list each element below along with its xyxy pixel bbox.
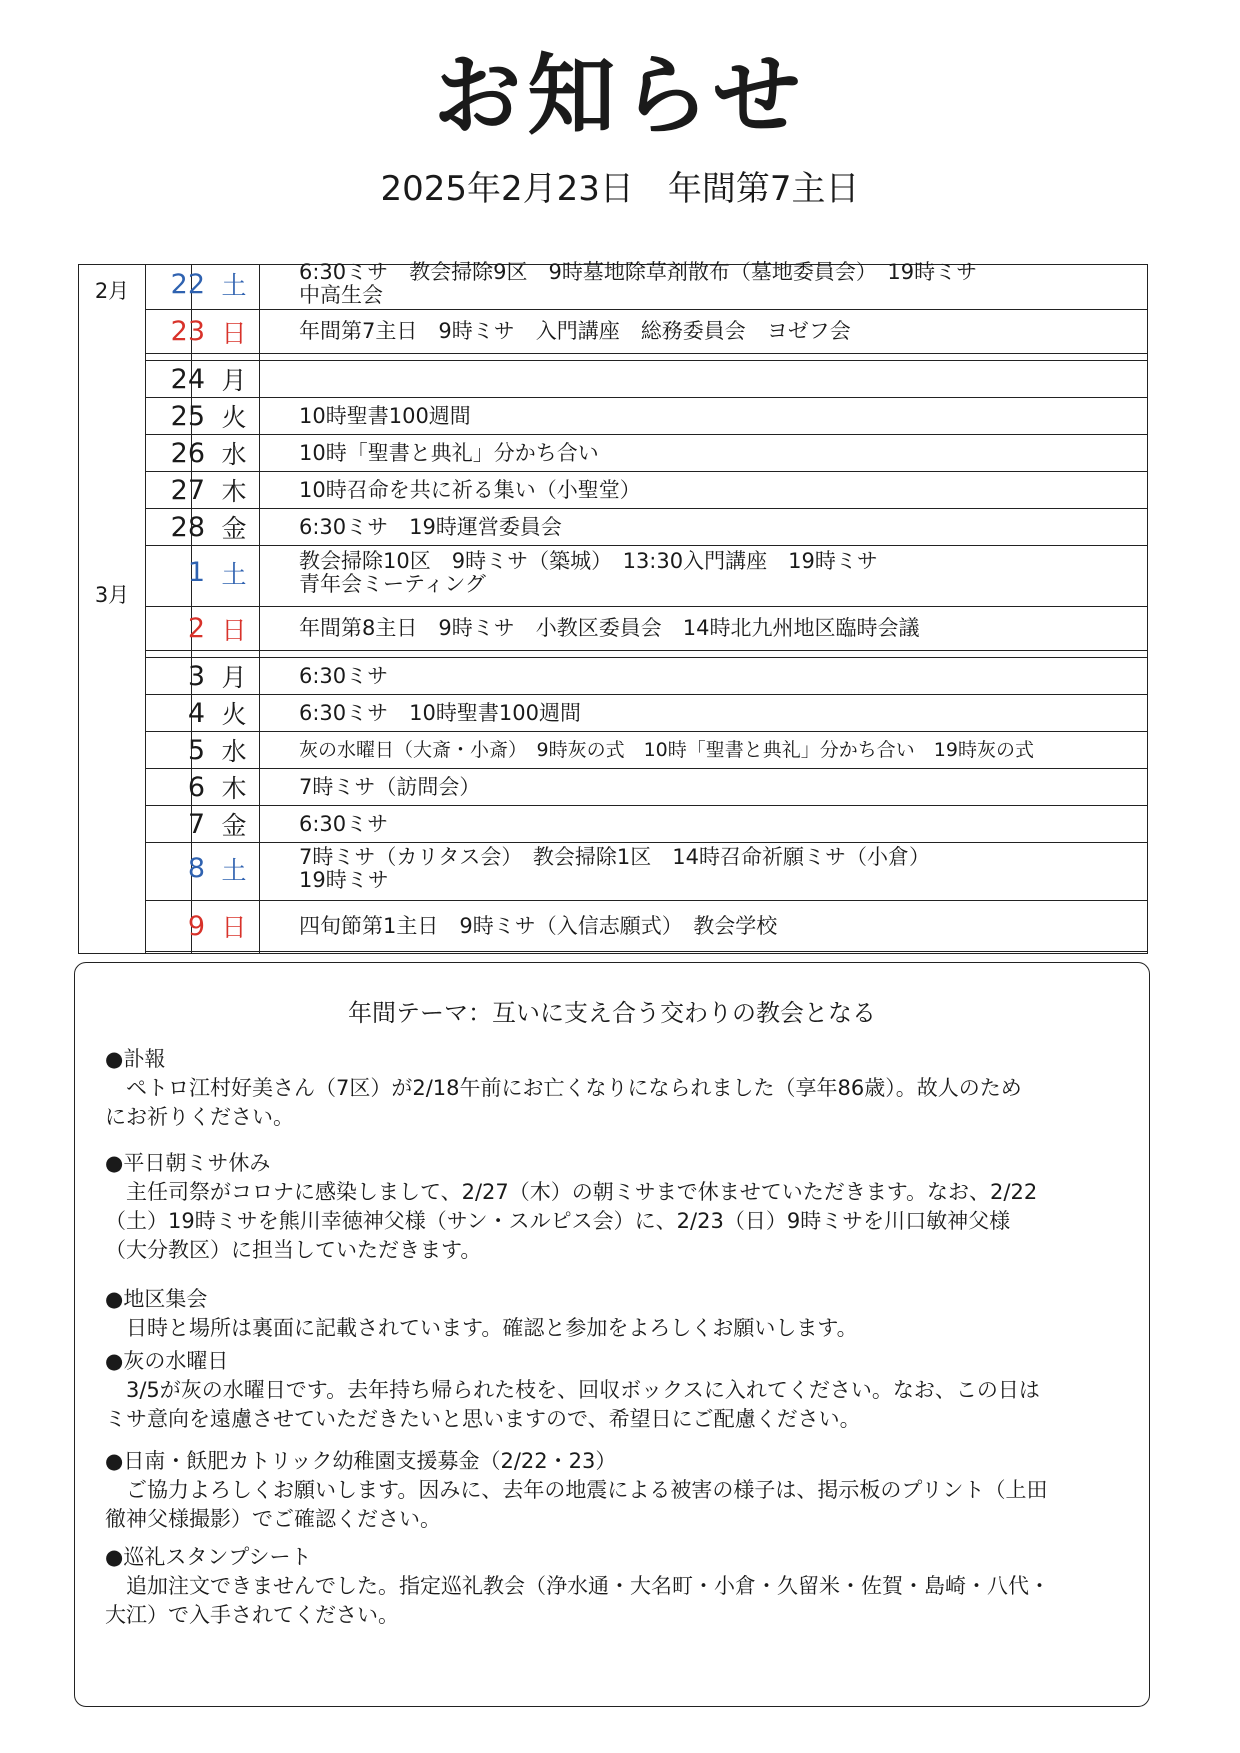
day-number: 7 [187,808,205,840]
month-label-feb: 2月 [94,279,130,303]
event-text [299,695,1137,731]
notice-body-line: 徹神父様撮影）でご確認ください。 [105,1507,441,1531]
event-line: 灰の水曜日（大斎・小斎） 9時灰の式 10時「聖書と典礼」分かち合い 19時灰の式 [299,738,1034,761]
weekday-label: 日 [221,318,247,348]
calendar-row [145,360,1147,397]
day-number: 4 [187,697,205,729]
event-text [299,310,1137,353]
notice-body-line: （大分教区）に担当していただきます。 [105,1238,482,1262]
weekday-label: 木 [221,477,247,506]
notice-heading: ●平日朝ミサ休み [105,1151,271,1175]
calendar-row [145,842,1147,894]
notice-heading: ●訃報 [105,1047,166,1071]
calendar-row [145,471,1147,508]
weekday-label: 水 [221,440,247,469]
event-line: 6:30ミサ 10時聖書100週間 [299,700,581,725]
event-line: 19時ミサ [299,867,389,892]
day-number: 1 [187,557,205,588]
calendar-table [78,260,1148,954]
notice-heading: ●灰の水曜日 [105,1349,229,1373]
event-line: 10時「聖書と典礼」分かち合い [299,440,599,465]
event-text [299,843,1137,894]
notice-item [105,1447,1129,1534]
event-text [299,398,1137,434]
event-line: 教会掃除10区 9時ミサ（築城） 13:30入門講座 19時ミサ [299,548,878,573]
weekday-label: 木 [221,774,247,803]
weekday-label: 金 [221,811,247,840]
event-text [299,806,1137,842]
notice-item [105,1045,1129,1132]
event-text [299,260,1137,307]
event-text [299,607,1137,650]
notice-body-line: 3/5が灰の水曜日です。去年持ち帰られた枝を、回収ボックスに入れてください。なお、この日は [105,1378,1040,1402]
calendar-row [145,805,1147,842]
calendar-row [145,768,1147,805]
event-line: 四旬節第1主日 9時ミサ（入信志願式） 教会学校 [299,913,778,938]
event-line: 10時聖書100週間 [299,403,471,428]
notice-box [74,962,1150,1707]
day-number: 26 [170,437,205,469]
annual-theme: 年間テーマ：互いに支え合う交わりの教会となる [348,999,876,1027]
notice-heading: ●地区集会 [105,1287,208,1311]
day-number: 8 [187,853,205,884]
calendar-row [145,731,1147,768]
weekday-label: 日 [221,615,247,645]
page-subtitle: 2025年2月23日 年間第7主日 [380,169,860,209]
day-number: 5 [187,734,205,766]
weekday-label: 水 [221,737,247,766]
event-line: 10時召命を共に祈る集い（小聖堂） [299,477,641,502]
calendar-row [145,434,1147,471]
day-number: 24 [170,363,205,395]
event-line: 年間第8主日 9時ミサ 小教区委員会 14時北九州地区臨時会議 [299,616,920,640]
notice-body-line: 主任司祭がコロナに感染しまして、2/27（木）の朝ミサまで休ませていただきます。なお、2/22 [105,1180,1038,1204]
day-number: 22 [170,268,205,300]
day-number: 9 [187,910,205,942]
weekday-label: 日 [221,913,247,942]
event-line: 6:30ミサ 教会掃除9区 9時墓地除草剤散布（墓地委員会） 19時ミサ [299,260,978,284]
weekday-label: 金 [221,514,247,543]
calendar-row [145,606,1147,651]
notice-body-line: ご協力よろしくお願いします。因みに、去年の地震による被害の様子は、掲示板のプリント（上田 [105,1478,1048,1502]
calendar-row [145,657,1147,694]
day-number: 27 [170,474,205,506]
weekday-label: 土 [221,855,247,885]
event-line: 7時ミサ（訪問会） [299,774,481,799]
day-number: 6 [187,771,205,803]
calendar-row [145,900,1147,952]
notice-item [105,1285,1129,1343]
event-text [299,435,1137,471]
calendar-row [145,397,1147,434]
calendar-row [145,508,1147,545]
day-number: 3 [187,660,205,692]
event-line: 中高生会 [299,283,383,307]
month-label-mar: 3月 [94,583,130,607]
day-number: 25 [170,400,205,432]
notice-body-line: 大江）で入手されてください。 [105,1603,399,1627]
event-text [299,732,1137,768]
notice-item [105,1149,1129,1265]
notice-body-line: にお祈りください。 [105,1105,294,1129]
calendar-row [145,309,1147,354]
event-line: 年間第7主日 9時ミサ 入門講座 総務委員会 ヨゼフ会 [299,319,851,343]
event-text [299,769,1137,805]
notice-heading: ●日南・飫肥カトリック幼稚園支援募金（2/22・23） [105,1449,617,1473]
event-line: 6:30ミサ 19時運営委員会 [299,514,562,539]
event-text [299,546,1137,599]
event-line: 6:30ミサ [299,663,389,688]
event-text [299,472,1137,508]
day-number: 23 [170,316,205,347]
day-number: 28 [170,511,205,543]
weekday-label: 月 [221,663,247,692]
event-line: 6:30ミサ [299,811,389,836]
event-text [299,361,1137,397]
weekday-label: 火 [221,403,247,432]
calendar-row [145,545,1147,599]
weekday-label: 火 [221,700,247,729]
notice-body-line: ミサ意向を遠慮させていただきたいと思いますので、希望日にご配慮ください。 [105,1407,861,1431]
notice-body-line: （土）19時ミサを熊川幸徳神父様（サン・スルピス会）に、2/23（日）9時ミサを川口敏神父様 [105,1209,1011,1233]
weekday-label: 土 [221,559,247,589]
event-text [299,658,1137,694]
calendar-row [145,694,1147,731]
page-title: お知らせ [433,44,807,147]
notice-item [105,1543,1129,1630]
event-line: 7時ミサ（カリタス会） 教会掃除1区 14時召命祈願ミサ（小倉） [299,844,930,869]
notice-body-line: ペトロ江村好美さん（7区）が2/18午前にお亡くなりになられました（享年86歳）。故人のため [105,1076,1022,1100]
notice-heading: ●巡礼スタンプシート [105,1545,312,1569]
weekday-label: 土 [221,271,247,300]
notice-body-line: 追加注文できませんでした。指定巡礼教会（浄水通・大名町・小倉・久留米・佐賀・島崎・八代・ [105,1574,1050,1598]
event-text [299,901,1137,951]
event-text [299,509,1137,545]
day-number: 2 [187,613,205,644]
notice-body-line: 日時と場所は裏面に記載されています。確認と参加をよろしくお願いします。 [105,1316,858,1340]
event-line: 青年会ミーティング [299,571,486,596]
weekday-label: 月 [221,366,247,395]
notice-item [105,1347,1129,1434]
calendar-row [145,260,1147,307]
